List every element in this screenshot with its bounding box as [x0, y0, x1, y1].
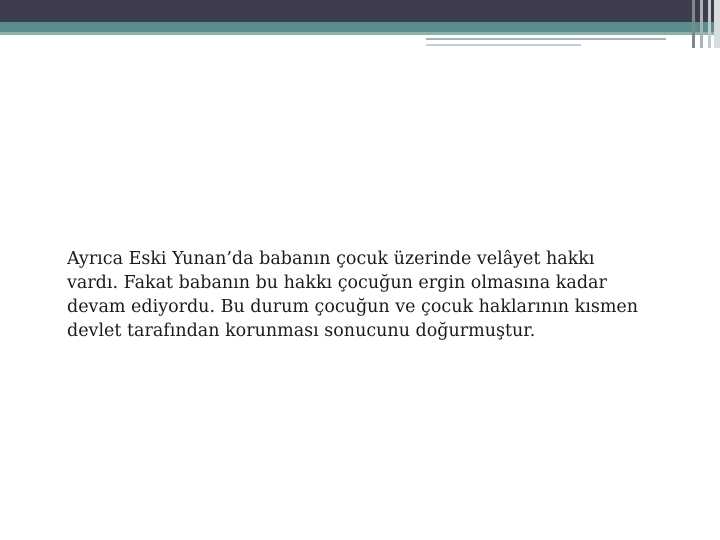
decorative-stripe [714, 0, 720, 48]
decorative-stripe [700, 0, 703, 48]
paragraph-line: devam ediyordu. Bu durum çocuğun ve çocuk haklarının kısmen [67, 297, 639, 317]
decorative-stripe [692, 0, 695, 48]
header-accent-band [0, 22, 720, 32]
paragraph-line: devlet tarafından korunması sonucunu doğurmuştur. [67, 321, 536, 341]
decorative-stripe [708, 0, 711, 48]
header-accent-line [0, 32, 720, 35]
paragraph-line: Ayrıca Eski Yunan’da babanın çocuk üzerinde velâyet hakkı [67, 249, 595, 269]
decorative-rule-long [426, 38, 666, 40]
header-bar [0, 0, 720, 22]
paragraph-line: vardı. Fakat babanın bu hakkı çocuğun ergin olmasına kadar [67, 273, 607, 293]
slide-body-paragraph [67, 247, 677, 343]
decorative-rule-short [426, 44, 581, 46]
